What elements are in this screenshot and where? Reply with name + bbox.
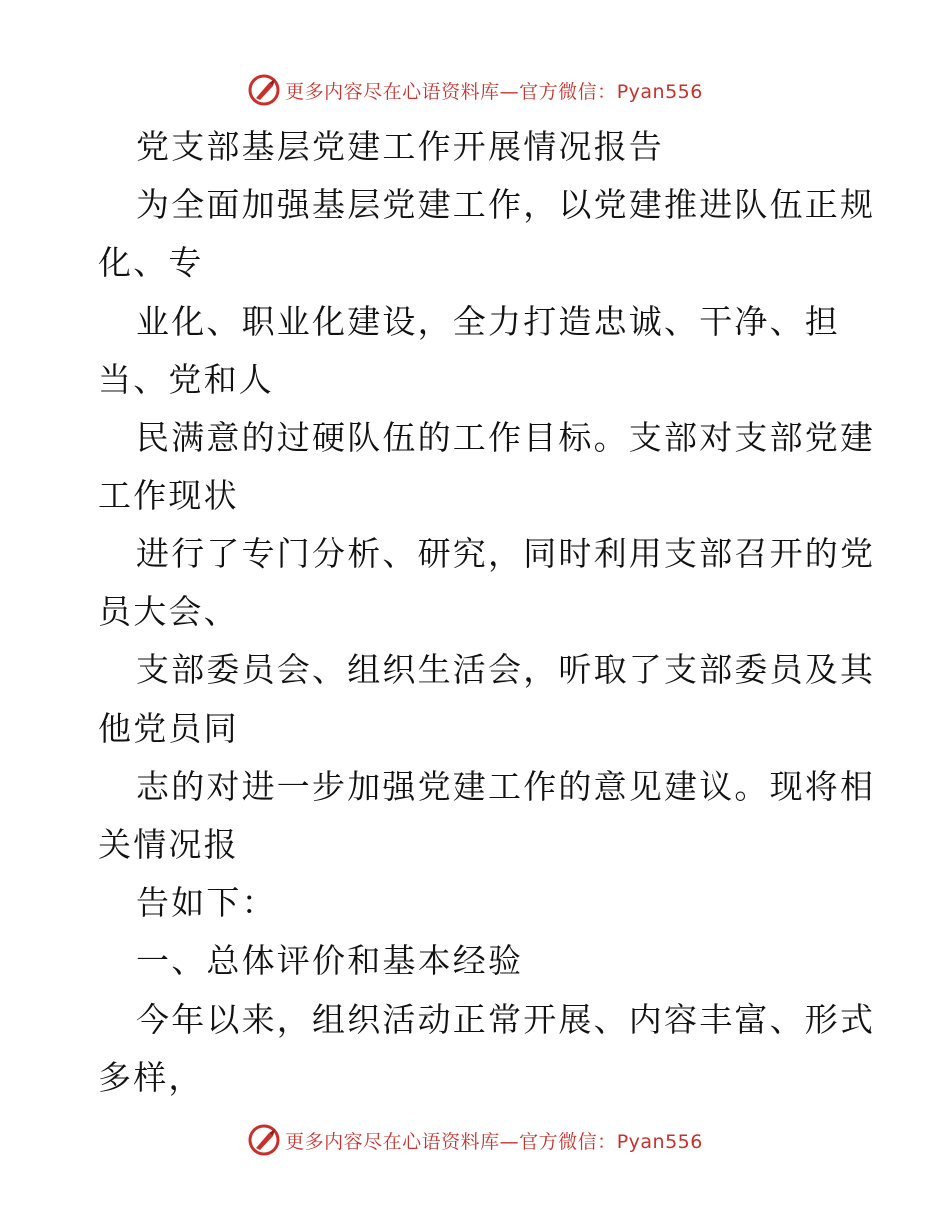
document-title: 党支部基层党建工作开展情况报告 bbox=[136, 127, 664, 166]
paragraph-line: 支部委员会、组织生活会，听取了支部委员及其 bbox=[136, 650, 876, 689]
header-watermark bbox=[0, 70, 950, 110]
footer-watermark bbox=[0, 1120, 950, 1160]
paragraph-line: 他党员同 bbox=[98, 709, 239, 748]
paragraph-line: 当、党和人 bbox=[98, 360, 274, 399]
paragraph-line: 工作现状 bbox=[98, 476, 239, 515]
quill-pen-logo-icon bbox=[247, 1123, 281, 1157]
paragraph-line: 员大会、 bbox=[98, 592, 239, 631]
paragraph-line: 为全面加强基层党建工作，以党建推进队伍正规 bbox=[136, 185, 876, 224]
paragraph-line: 业化、职业化建设，全力打造忠诚、干净、担 bbox=[136, 302, 840, 341]
paragraph-line: 民满意的过硬队伍的工作目标。支部对支部党建 bbox=[136, 418, 876, 457]
section-heading: 一、总体评价和基本经验 bbox=[136, 941, 524, 980]
paragraph-line: 志的对进一步加强党建工作的意见建议。现将相 bbox=[136, 767, 876, 806]
watermark-text: 更多内容尽在心语资料库—官方微信：Pyan556 bbox=[285, 1130, 703, 1153]
paragraph-line: 多样， bbox=[98, 1058, 204, 1097]
paragraph-line: 进行了专门分析、研究，同时利用支部召开的党 bbox=[136, 534, 876, 573]
paragraph-line: 化、专 bbox=[98, 243, 204, 282]
paragraph-line: 告如下： bbox=[136, 883, 277, 922]
watermark-text: 更多内容尽在心语资料库—官方微信：Pyan556 bbox=[285, 80, 703, 103]
paragraph-line: 今年以来，组织活动正常开展、内容丰富、形式 bbox=[136, 1000, 876, 1039]
quill-pen-logo-icon bbox=[247, 73, 281, 107]
paragraph-line: 关情况报 bbox=[98, 825, 239, 864]
